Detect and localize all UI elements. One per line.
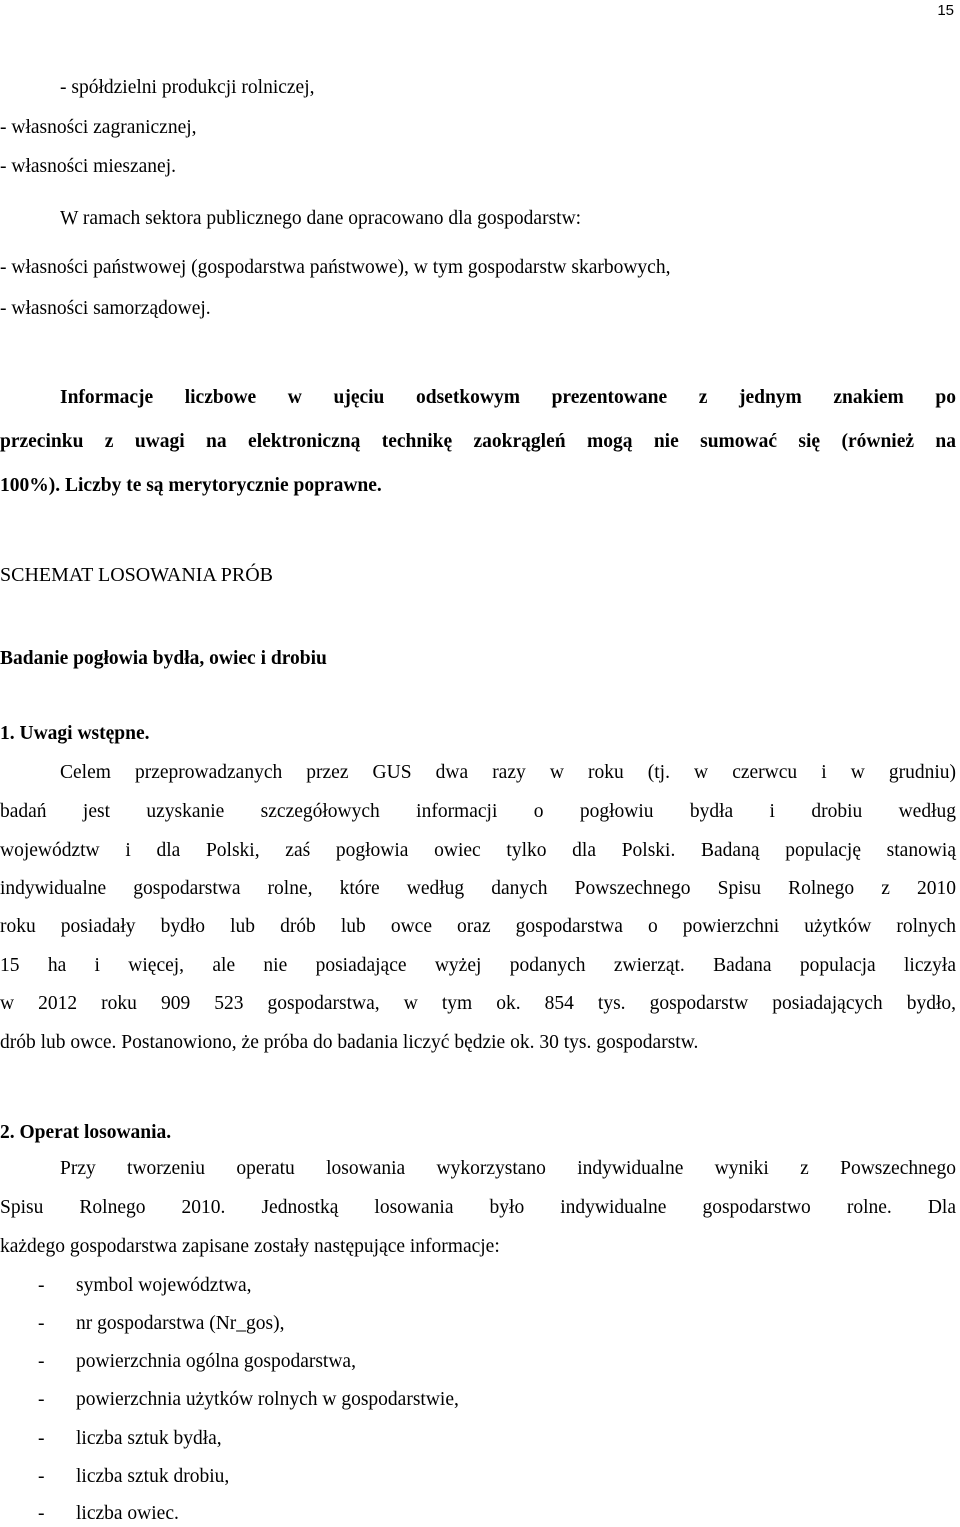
list-item-text: nr gospodarstwa (Nr_gos), — [76, 1313, 285, 1334]
list-dash: - — [38, 1503, 45, 1524]
note-line: 100%). Liczby te są merytorycznie poprawne. — [0, 475, 382, 496]
paragraph-line: 15 ha i więcej, ale nie posiadające wyżej podanych zwierząt. Badana populacja liczyła — [0, 955, 956, 976]
list-item: - własności państwowej (gospodarstwa państwowe), w tym gospodarstw skarbowych, — [0, 257, 671, 278]
paragraph-line: indywidualne gospodarstwa rolne, które według danych Powszechnego Spisu Rolnego z 2010 — [0, 878, 956, 899]
page-number: 15 — [937, 2, 954, 19]
paragraph-line: roku posiadały bydło lub drób lub owce oraz gospodarstwa o powierzchni użytków rolnych — [0, 916, 956, 937]
paragraph-line: Celem przeprowadzanych przez GUS dwa razy w roku (tj. w czerwcu i w grudniu) — [60, 762, 956, 783]
list-item-text: liczba sztuk bydła, — [76, 1428, 222, 1449]
section-heading: 2. Operat losowania. — [0, 1122, 172, 1143]
list-item: - spółdzielni produkcji rolniczej, — [60, 77, 315, 98]
list-dash: - — [38, 1275, 45, 1296]
list-dash: - — [38, 1428, 45, 1449]
note-line: przecinku z uwagi na elektroniczną technikę zaokrągleń mogą nie sumować się (również na — [0, 431, 956, 452]
list-item — [38, 1350, 356, 1374]
list-item-text: liczba owiec. — [76, 1503, 179, 1524]
list-item — [38, 1427, 222, 1451]
paragraph-line: Spisu Rolnego 2010. Jednostką losowania było indywidualne gospodarstwo rolne. Dla — [0, 1197, 956, 1218]
paragraph-line: każdego gospodarstwa zapisane zostały następujące informacje: — [0, 1236, 500, 1257]
public-sector-intro: W ramach sektora publicznego dane opracowano dla gospodarstw: — [60, 208, 582, 229]
section-heading: 1. Uwagi wstępne. — [0, 723, 150, 744]
list-dash: - — [38, 1389, 45, 1410]
list-dash: - — [38, 1466, 45, 1487]
note-line: Informacje liczbowe w ujęciu odsetkowym prezentowane z jednym znakiem po — [60, 387, 956, 408]
list-item: - własności mieszanej. — [0, 156, 176, 177]
paragraph-line: badań jest uzyskanie szczegółowych informacji o pogłowiu bydła i drobiu według — [0, 801, 956, 822]
list-item-text: powierzchnia użytków rolnych w gospodarstwie, — [76, 1389, 459, 1410]
paragraph-line: województw i dla Polski, zaś pogłowia owiec tylko dla Polski. Badaną populację stanowią — [0, 840, 956, 861]
list-item — [38, 1312, 285, 1336]
list-item — [38, 1388, 459, 1412]
paragraph-line: Przy tworzeniu operatu losowania wykorzystano indywidualne wyniki z Powszechnego — [60, 1158, 956, 1179]
schema-title: SCHEMAT LOSOWANIA PRÓB — [0, 564, 274, 586]
list-item-text: powierzchnia ogólna gospodarstwa, — [76, 1351, 356, 1372]
list-item — [38, 1465, 229, 1489]
list-item-text: liczba sztuk drobiu, — [76, 1466, 230, 1487]
list-item: - własności samorządowej. — [0, 298, 211, 319]
list-item-text: symbol województwa, — [76, 1275, 252, 1296]
list-dash: - — [38, 1313, 45, 1334]
paragraph-line: drób lub owce. Postanowiono, że próba do badania liczyć będzie ok. 30 tys. gospodarstw. — [0, 1032, 699, 1053]
list-dash: - — [38, 1351, 45, 1372]
list-item — [38, 1502, 179, 1526]
list-item — [38, 1274, 251, 1298]
paragraph-line: w 2012 roku 909 523 gospodarstwa, w tym ok. 854 tys. gospodarstw posiadających bydło, — [0, 993, 956, 1014]
list-item: - własności zagranicznej, — [0, 117, 197, 138]
survey-title: Badanie pogłowia bydła, owiec i drobiu — [0, 648, 327, 669]
